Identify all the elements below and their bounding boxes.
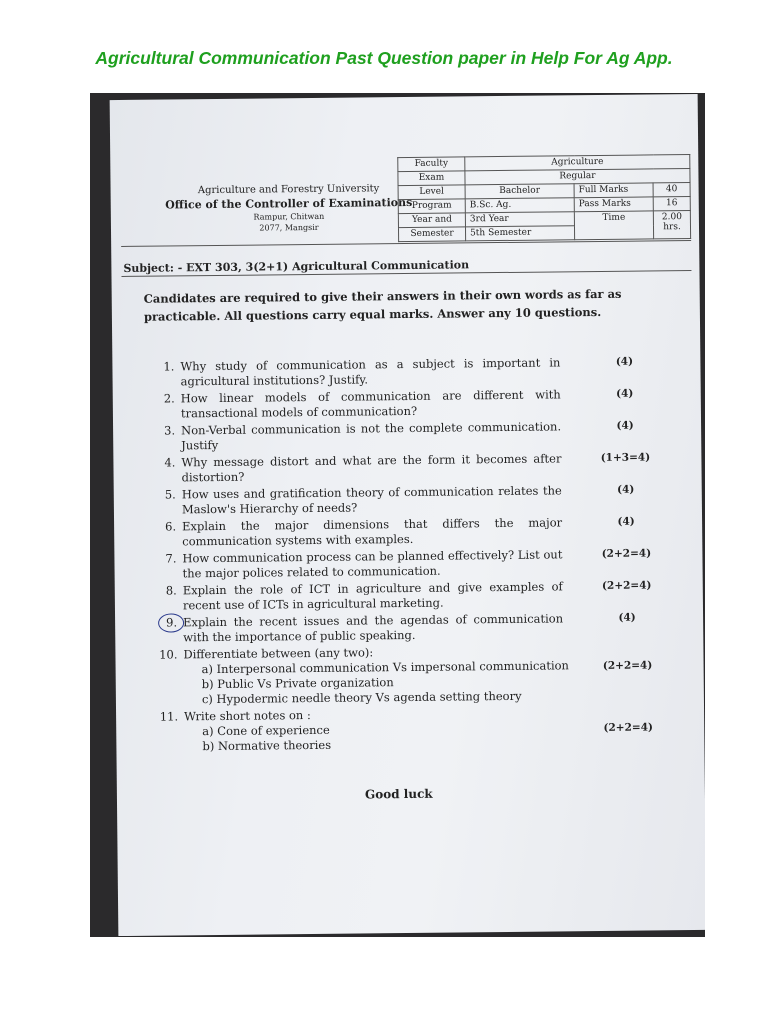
- time-value: 2.00 hrs.: [653, 211, 690, 239]
- question-item: [145, 642, 666, 707]
- location: Rampur, Chitwan: [253, 211, 325, 222]
- question-number: 8.: [165, 583, 177, 598]
- question-number: 3.: [164, 423, 176, 438]
- question-marks: (4): [617, 515, 635, 528]
- question-item: [143, 386, 663, 421]
- question-item: [144, 514, 664, 549]
- question-marks: (2+2=4): [601, 547, 652, 560]
- university-name: Agriculture and Forestry University: [197, 183, 380, 197]
- question-marks: (4): [616, 387, 634, 400]
- question-item: [146, 704, 666, 754]
- question-number: 2.: [163, 391, 175, 406]
- question-marks: (2+2=4): [602, 659, 653, 672]
- question-text: Write short notes on :: [184, 708, 311, 724]
- question-text: Explain the recent issues and the agendas of communication with the importance of public speaking.: [183, 611, 564, 645]
- program-value: B.Sc. Ag.: [465, 198, 574, 213]
- question-number: 1.: [163, 359, 175, 374]
- pass-marks-label: Pass Marks: [574, 197, 653, 212]
- exam-info-table: [397, 154, 691, 242]
- question-item: [145, 578, 665, 613]
- question-text: How communication process can be planned effectively? List out the major polices related to communication.: [182, 547, 563, 581]
- question-number: 6.: [165, 519, 177, 534]
- sub-item: b) Public Vs Private organization: [201, 675, 394, 692]
- question-text: Explain the major dimensions that differs the major communication systems with examples.: [182, 515, 563, 549]
- sub-item: c) Hypodermic needle theory Vs agenda setting theory: [201, 688, 522, 707]
- question-item: [144, 546, 664, 581]
- exam-date: 2077, Mangsir: [259, 222, 319, 233]
- question-text: Non-Verbal communication is not the complete communication. Justify: [181, 419, 562, 453]
- pass-marks-value: 16: [653, 197, 690, 211]
- question-marks: (4): [618, 611, 636, 624]
- year-value: 3rd Year: [465, 212, 574, 227]
- question-item: [142, 354, 662, 389]
- question-number: 4.: [164, 455, 176, 470]
- semester-value: 5th Semester: [465, 226, 574, 241]
- good-luck-text: Good luck: [364, 786, 433, 802]
- question-marks: (4): [615, 355, 634, 368]
- question-number: 5.: [164, 487, 176, 502]
- office-name: Office of the Controller of Examinations: [165, 195, 413, 212]
- question-text: Differentiate between (any two):: [183, 645, 374, 662]
- subject-line: Subject: - EXT 303, 3(2+1) Agricultural Communication: [123, 258, 470, 275]
- time-label: Time: [574, 211, 653, 240]
- faculty-value: Agriculture: [465, 155, 690, 171]
- question-marks: (4): [616, 419, 634, 432]
- full-marks-label: Full Marks: [574, 183, 653, 198]
- question-text: Explain the role of ICT in agriculture and give examples of recent use of ICTs in agricultural marketing.: [182, 579, 563, 613]
- question-marks: (1+3=4): [600, 451, 651, 464]
- level-value: Bachelor: [465, 184, 574, 199]
- question-text: How linear models of communication are different with transactional models of communication?: [180, 387, 561, 421]
- banner-title: Agricultural Communication Past Question paper in Help For Ag App.: [95, 48, 673, 68]
- sub-item: b) Normative theories: [202, 737, 332, 754]
- university-header: [159, 183, 419, 234]
- exam-value: Regular: [465, 169, 690, 185]
- question-item: [144, 482, 664, 517]
- year-label: Year and: [398, 213, 465, 228]
- exam-label: Exam: [398, 171, 465, 186]
- question-paper: [110, 94, 705, 936]
- sub-item: a) Interpersonal communication Vs impersonal communication: [201, 658, 569, 677]
- sub-item: a) Cone of experience: [202, 722, 330, 739]
- level-label: Level: [398, 185, 465, 200]
- question-item: [143, 418, 663, 453]
- question-item: [143, 450, 663, 485]
- question-number: 9.: [166, 615, 178, 630]
- question-text: Why message distort and what are the form it becomes after distortion?: [181, 451, 562, 485]
- question-text: Why study of communication as a subject is important in agricultural institutions? Justify.: [180, 355, 561, 389]
- instructions: Candidates are required to give their answers in their own words as far as practicable. All questions carry equal marks. Answer any 10 questions.: [143, 286, 622, 324]
- question-marks: (4): [617, 483, 635, 496]
- question-number: 7.: [165, 551, 177, 566]
- full-marks-value: 40: [653, 183, 690, 197]
- faculty-label: Faculty: [398, 157, 465, 172]
- program-label: Program: [398, 199, 465, 214]
- question-text: How uses and gratification theory of communication relates the Maslow's Hierarchy of needs?: [181, 483, 562, 517]
- question-marks: (2+2=4): [603, 721, 654, 734]
- question-number: 10.: [159, 647, 178, 662]
- question-number: 11.: [159, 709, 179, 724]
- semester-label: Semester: [398, 227, 465, 242]
- question-list: [142, 354, 666, 756]
- exam-photo: [90, 93, 705, 937]
- question-item: [145, 610, 665, 645]
- question-marks: (2+2=4): [601, 579, 652, 592]
